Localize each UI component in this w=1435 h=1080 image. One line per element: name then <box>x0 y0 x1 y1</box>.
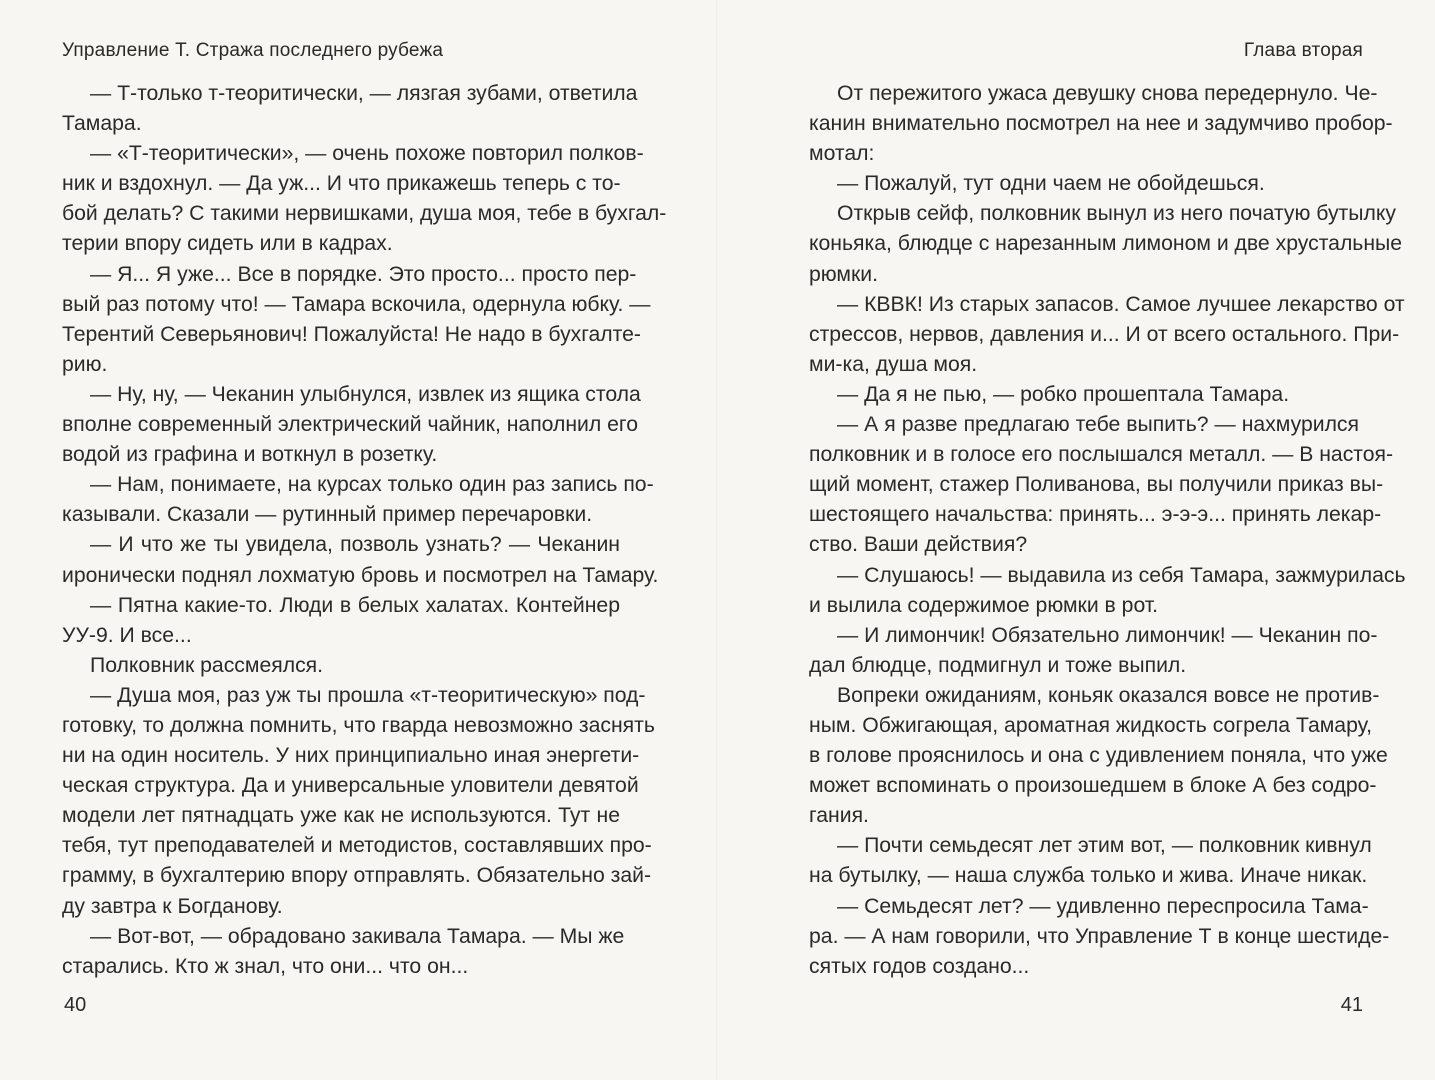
text-line: сятых годов создано... <box>809 954 1030 978</box>
text-line: Полковник рассмеялся. <box>90 653 324 677</box>
text-line: водой из графина и воткнул в розетку. <box>62 443 438 467</box>
text-line: казывали. Сказали — рутинный пример перечаровки. <box>62 503 593 527</box>
text-line: — Почти семьдесят лет этим вот, — полковник кивнул <box>837 834 1372 858</box>
text-line: — И лимончик! Обязательно лимончик! — Чеканин по- <box>837 623 1378 647</box>
text-line: — Слушаюсь! — выдавила из себя Тамара, зажмурилась <box>837 563 1406 587</box>
text-line: ни на один носитель. У них принципиально иная энергети- <box>62 744 640 768</box>
text-line: полковник и в голосе его послышался металл. — В настоя- <box>809 443 1394 467</box>
text-line: — Да я не пью, — робко прошептала Тамара. <box>837 382 1290 406</box>
text-line: — Я... Я уже... Все в порядке. Это просто... просто пер- <box>90 262 637 286</box>
text-line: Открыв сейф, полковник вынул из него початую бутылку <box>837 202 1396 226</box>
text-line: Терентий Северьянович! Пожалуйста! Не надо в бухгалте- <box>62 322 641 346</box>
left-page <box>0 0 717 1080</box>
text-line: — А я разве предлагаю тебе выпить? — нахмурился <box>837 413 1359 437</box>
left-page-body <box>62 79 667 982</box>
text-line: может вспоминать о произошедшем в блоке А без содро- <box>809 774 1377 798</box>
right-page <box>717 0 1435 1080</box>
text-line: — Т-только т-теоритически, — лязгая зубами, ответила <box>90 82 638 105</box>
text-line: модели лет пятнадцать уже как не используются. Тут не <box>62 804 620 828</box>
text-line: — И что же ты увидела, позволь узнать? — Чеканин <box>90 533 620 557</box>
text-line: вый раз потому что! — Тамара вскочила, одернула юбку. — <box>62 292 651 316</box>
text-line: — КВВК! Из старых запасов. Самое лучшее лекарство от <box>837 292 1405 316</box>
text-line: гания. <box>809 804 869 828</box>
text-line: стрессов, нервов, давления и... И от всего остального. При- <box>809 322 1400 346</box>
text-line: — Пятна какие-то. Люди в белых халатах. Контейнер <box>90 593 620 617</box>
text-line: и вылила содержимое рюмки в рот. <box>809 593 1159 617</box>
text-line: щий момент, стажер Поливанова, вы получили приказ вы- <box>809 473 1384 497</box>
text-line: иронически поднял лохматую бровь и посмотрел на Тамару. <box>62 563 659 587</box>
text-line: рюмки. <box>809 262 878 286</box>
page-number-left: 40 <box>64 994 87 1016</box>
text-line: в голове прояснилось и она с удивлением поняла, что уже <box>809 744 1388 768</box>
right-page-body <box>809 79 1406 982</box>
text-line: рию. <box>62 352 108 376</box>
text-line: дал блюдце, подмигнул и тоже выпил. <box>809 653 1187 677</box>
text-line: бой делать? С такими нервишками, душа моя, тебе в бухгал- <box>62 202 667 226</box>
text-line: — Душа моя, раз уж ты прошла «т-теоритическую» под- <box>90 683 646 707</box>
text-line: канин внимательно посмотрел на нее и задумчиво пробор- <box>809 112 1393 136</box>
text-line: Вопреки ожиданиям, коньяк оказался вовсе не против- <box>837 683 1380 707</box>
text-line: шестоящего начальства: принять... э-э-э... принять лекар- <box>809 503 1382 527</box>
text-line: мотал: <box>809 142 875 166</box>
text-line: готовку, то должна помнить, что гварда невозможно заснять <box>62 713 655 737</box>
page-number-right: 41 <box>1340 994 1363 1016</box>
text-line: — «Т-теоритически», — очень похоже повторил полков- <box>90 142 644 166</box>
text-line: От пережитого ужаса девушку снова передернуло. Че- <box>837 82 1378 105</box>
text-line: — Семьдесят лет? — удивленно переспросила Тама- <box>837 894 1369 918</box>
text-line: УУ-9. И все... <box>62 623 192 647</box>
text-line: старались. Кто ж знал, что они... что он... <box>62 954 469 978</box>
text-line: — Ну, ну, — Чеканин улыбнулся, извлек из ящика стола <box>90 382 641 406</box>
running-head-left: Управление Т. Стража последнего рубежа <box>62 40 444 61</box>
text-line: терии впору сидеть или в кадрах. <box>62 232 393 256</box>
text-line: — Нам, понимаете, на курсах только один раз запись по- <box>90 473 654 497</box>
text-line: — Вот-вот, — обрадовано закивала Тамара. — Мы же <box>90 924 625 948</box>
text-line: грамму, в бухгалтерию впору отправлять. Обязательно зай- <box>62 864 652 888</box>
text-line: ми-ка, душа моя. <box>809 352 978 376</box>
text-line: — Пожалуй, тут одни чаем не обойдешься. <box>837 172 1265 196</box>
text-line: на бутылку, — наша служба только и жива. Иначе никак. <box>809 864 1368 888</box>
text-line: ник и вздохнул. — Да уж... И что прикажешь теперь с то- <box>62 172 621 196</box>
text-line: ство. Ваши действия? <box>809 533 1028 557</box>
text-line: вполне современный электрический чайник, наполнил его <box>62 413 638 437</box>
running-head-right: Глава вторая <box>1243 40 1363 61</box>
text-line: коньяка, блюдце с нарезанным лимоном и две хрустальные <box>809 232 1403 256</box>
text-line: ным. Обжигающая, ароматная жидкость согрела Тамару, <box>809 713 1372 737</box>
text-line: ра. — А нам говорили, что Управление Т в конце шестиде- <box>809 924 1390 948</box>
text-line: ческая структура. Да и универсальные уловители девятой <box>62 774 639 798</box>
text-line: тебя, тут преподавателей и методистов, составлявших про- <box>62 834 652 858</box>
text-line: ду завтра к Богданову. <box>62 894 283 918</box>
text-line: Тамара. <box>62 112 142 136</box>
